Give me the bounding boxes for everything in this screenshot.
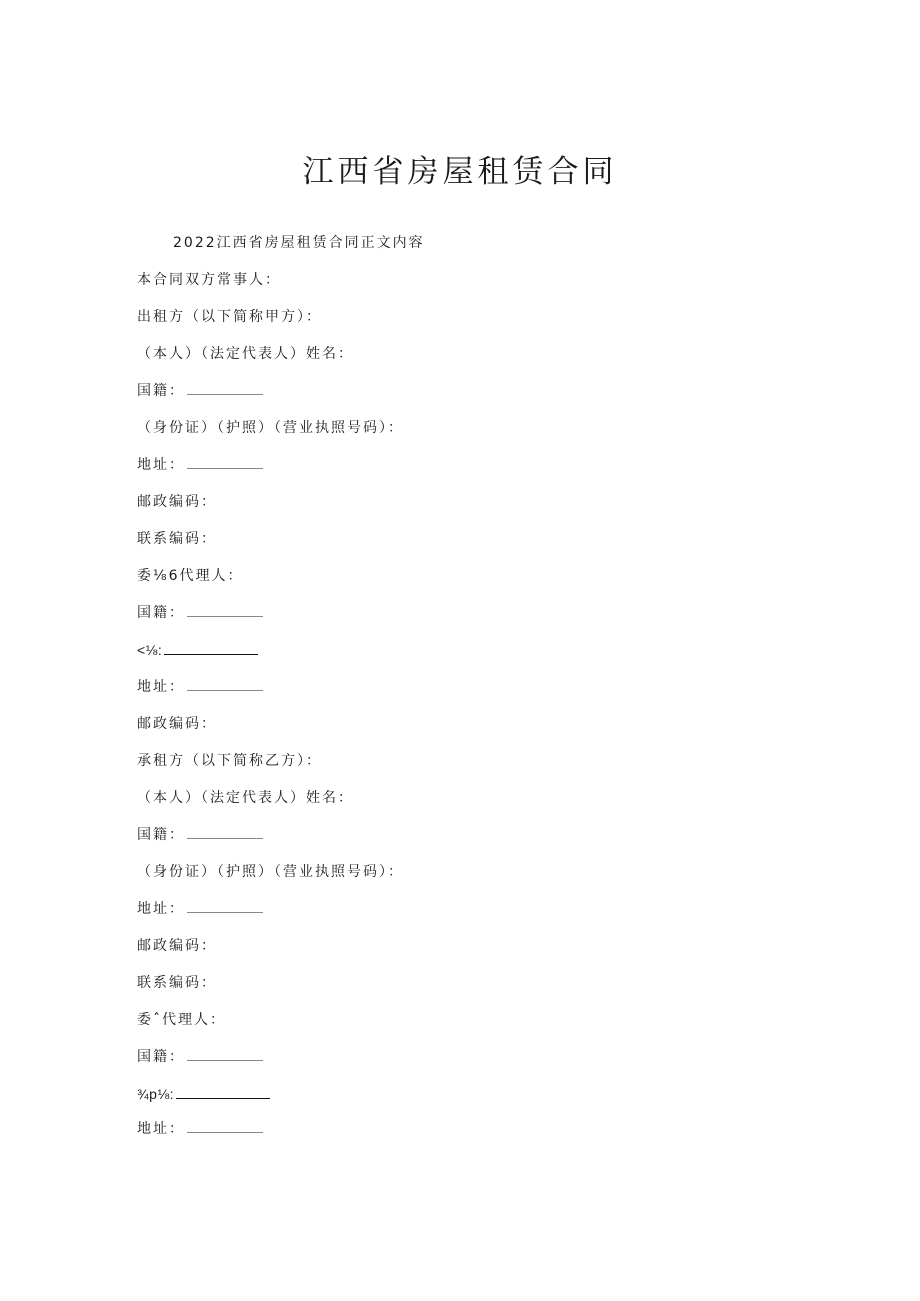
- line-text: （本人）（法定代表人）姓名：: [137, 346, 354, 362]
- lessee-name-line: [137, 789, 354, 807]
- lessor-agent-nationality-line: [137, 604, 263, 622]
- lessee-heading: [137, 752, 322, 770]
- lessee-agent-address-line: [137, 1120, 263, 1138]
- line-text: 联系编码：: [137, 975, 217, 991]
- line-text: 邮政编码：: [137, 938, 217, 954]
- lessee-agent-line: [137, 1011, 226, 1029]
- line-text: 邮政编码：: [137, 494, 217, 510]
- fill-blank: [176, 1086, 270, 1099]
- line-text: 委⅛6代理人：: [137, 568, 244, 584]
- line-text: （本人）（法定代表人）姓名：: [137, 790, 354, 806]
- line-text: 国籍：: [137, 605, 185, 621]
- fill-blank: [164, 642, 258, 655]
- line-text: 联系编码：: [137, 531, 217, 547]
- line-text: 委ˆ代理人：: [137, 1012, 226, 1028]
- lessor-address-line: [137, 456, 263, 474]
- line-text: 邮政编码：: [137, 716, 217, 732]
- lessor-nationality-line: [137, 382, 263, 400]
- line-text: 地址：: [137, 679, 185, 695]
- fill-blank: [187, 456, 263, 469]
- fill-blank: [187, 1048, 263, 1061]
- intro-line: [173, 234, 425, 252]
- fill-blank: [187, 826, 263, 839]
- line-text: ¾p⅛:: [137, 1086, 175, 1102]
- lessee-agent-garbled-line: [137, 1085, 270, 1103]
- line-text: 地址：: [137, 901, 185, 917]
- fill-blank: [187, 382, 263, 395]
- lessor-agent-address-line: [137, 678, 263, 696]
- lessee-address-line: [137, 900, 263, 918]
- lessor-contact-line: [137, 530, 217, 548]
- line-text: 地址：: [137, 457, 185, 473]
- lessor-postcode-line: [137, 493, 217, 511]
- lessor-id-line: [137, 419, 404, 437]
- document-title: 江西省房屋租赁合同: [302, 154, 618, 190]
- lessee-id-line: [137, 863, 404, 881]
- lessee-agent-nationality-line: [137, 1048, 263, 1066]
- lessee-nationality-line: [137, 826, 263, 844]
- fill-blank: [187, 900, 263, 913]
- line-text: 国籍：: [137, 827, 185, 843]
- lessor-agent-postcode-line: [137, 715, 217, 733]
- lessee-postcode-line: [137, 937, 217, 955]
- fill-blank: [187, 678, 263, 691]
- line-text: 国籍：: [137, 1049, 185, 1065]
- lessor-agent-line: [137, 567, 243, 585]
- line-text: 本合同双方常事人：: [137, 272, 281, 288]
- lessor-name-line: [137, 345, 354, 363]
- lessor-agent-garbled-line: [137, 641, 258, 659]
- line-text: <⅛:: [137, 642, 163, 658]
- parties-heading: [137, 271, 281, 289]
- line-text: 国籍：: [137, 383, 185, 399]
- line-text: 地址：: [137, 1121, 185, 1137]
- line-text: （身份证）（护照）（营业执照号码）：: [137, 420, 404, 436]
- line-text: 承租方（以下简称乙方）：: [137, 753, 322, 769]
- lessee-contact-line: [137, 974, 217, 992]
- fill-blank: [187, 604, 263, 617]
- line-text: （身份证）（护照）（营业执照号码）：: [137, 864, 404, 880]
- fill-blank: [187, 1120, 263, 1133]
- line-text: 2022江西省房屋租赁合同正文内容: [173, 235, 425, 251]
- lessor-heading: [137, 308, 322, 326]
- line-text: 出租方（以下简称甲方）：: [137, 309, 322, 325]
